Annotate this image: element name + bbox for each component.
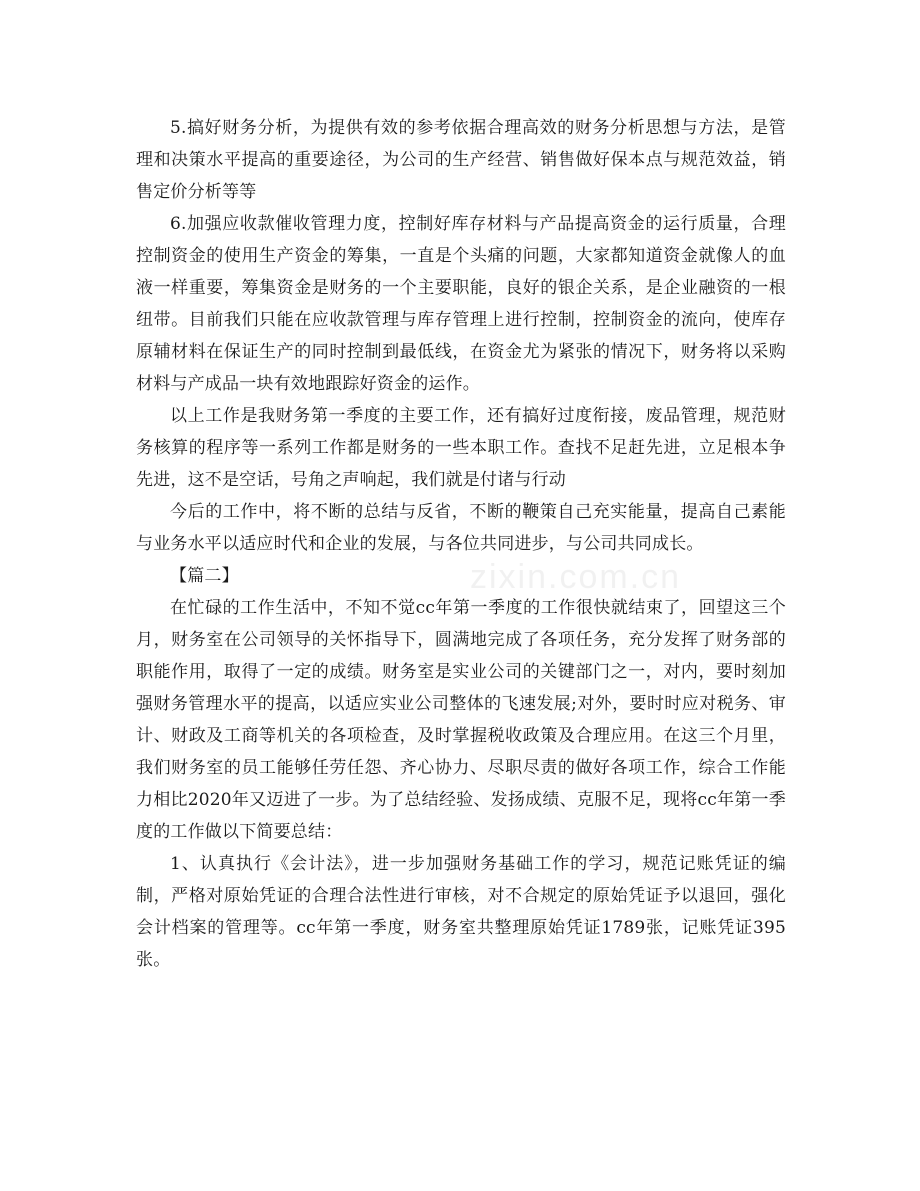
- paragraph-item-5-financial-analysis: 5.搞好财务分析，为提供有效的参考依据合理高效的财务分析思想与方法，是管理和决策水平提高的重要途径，为公司的生产经营、销售做好保本点与规范效益，销售定价分析等等: [136, 118, 786, 202]
- paragraph-part-two-intro: 在忙碌的工作生活中，不知不觉cc年第一季度的工作很快就结束了，回望这三个月，财务室在公司领导的关怀指导下，圆满地完成了各项任务，充分发挥了财务部的职能作用，取得了一定的成绩。财务室是实业公司的关键部门之一，对内，要时刻加强财务管理水平的提高，以适应实业公司整体的飞速发展;对外，要时时应对税务、审计、财政及工商等机关的各项检查，及时掌握税收政策及合理应用。在这三个月里，我们财务室的员工能够任劳任怨、齐心协力、尽职尽责的做好各项工作，综合工作能力相比2020年又迈进了一步。为了总结经验、发扬成绩、克服不足，现将cc年第一季度的工作做以下简要总结：: [136, 598, 786, 842]
- paragraph-item-6-receivables-management: 6.加强应收款催收管理力度，控制好库存材料与产品提高资金的运行质量，合理控制资金的使用生产资金的筹集，一直是个头痛的问题，大家都知道资金就像人的血液一样重要，筹集资金是财务的一个主要职能，良好的银企关系，是企业融资的一根纽带。目前我们只能在应收款管理与库存管理上进行控制，控制资金的流向，使库存原辅材料在保证生产的同时控制到最低线，在资金尤为紧张的情况下，财务将以采购材料与产成品一块有效地跟踪好资金的运作。: [136, 214, 786, 394]
- paragraph-q1-summary: 以上工作是我财务第一季度的主要工作，还有搞好过度衔接，废品管理，规范财务核算的程序等一系列工作都是财务的一些本职工作。查找不足赶先进，立足根本争先进，这不是空话，号角之声响起，我们就是付诸与行动: [136, 406, 786, 490]
- document-body: [136, 112, 786, 976]
- section-heading-part-two: 【篇二】: [170, 566, 239, 586]
- paragraph-future-work: 今后的工作中，将不断的总结与反省，不断的鞭策自己充实能量，提高自己素能与业务水平以适应时代和企业的发展，与各位共同进步，与公司共同成长。: [136, 502, 786, 554]
- watermark-text: zixin.com.cn: [470, 558, 682, 596]
- paragraph-accounting-law: 1、认真执行《会计法》，进一步加强财务基础工作的学习，规范记账凭证的编制，严格对原始凭证的合理合法性进行审核，对不合规定的原始凭证予以退回，强化会计档案的管理等。cc年第一季度，财务室共整理原始凭证1789张，记账凭证395张。: [136, 854, 786, 970]
